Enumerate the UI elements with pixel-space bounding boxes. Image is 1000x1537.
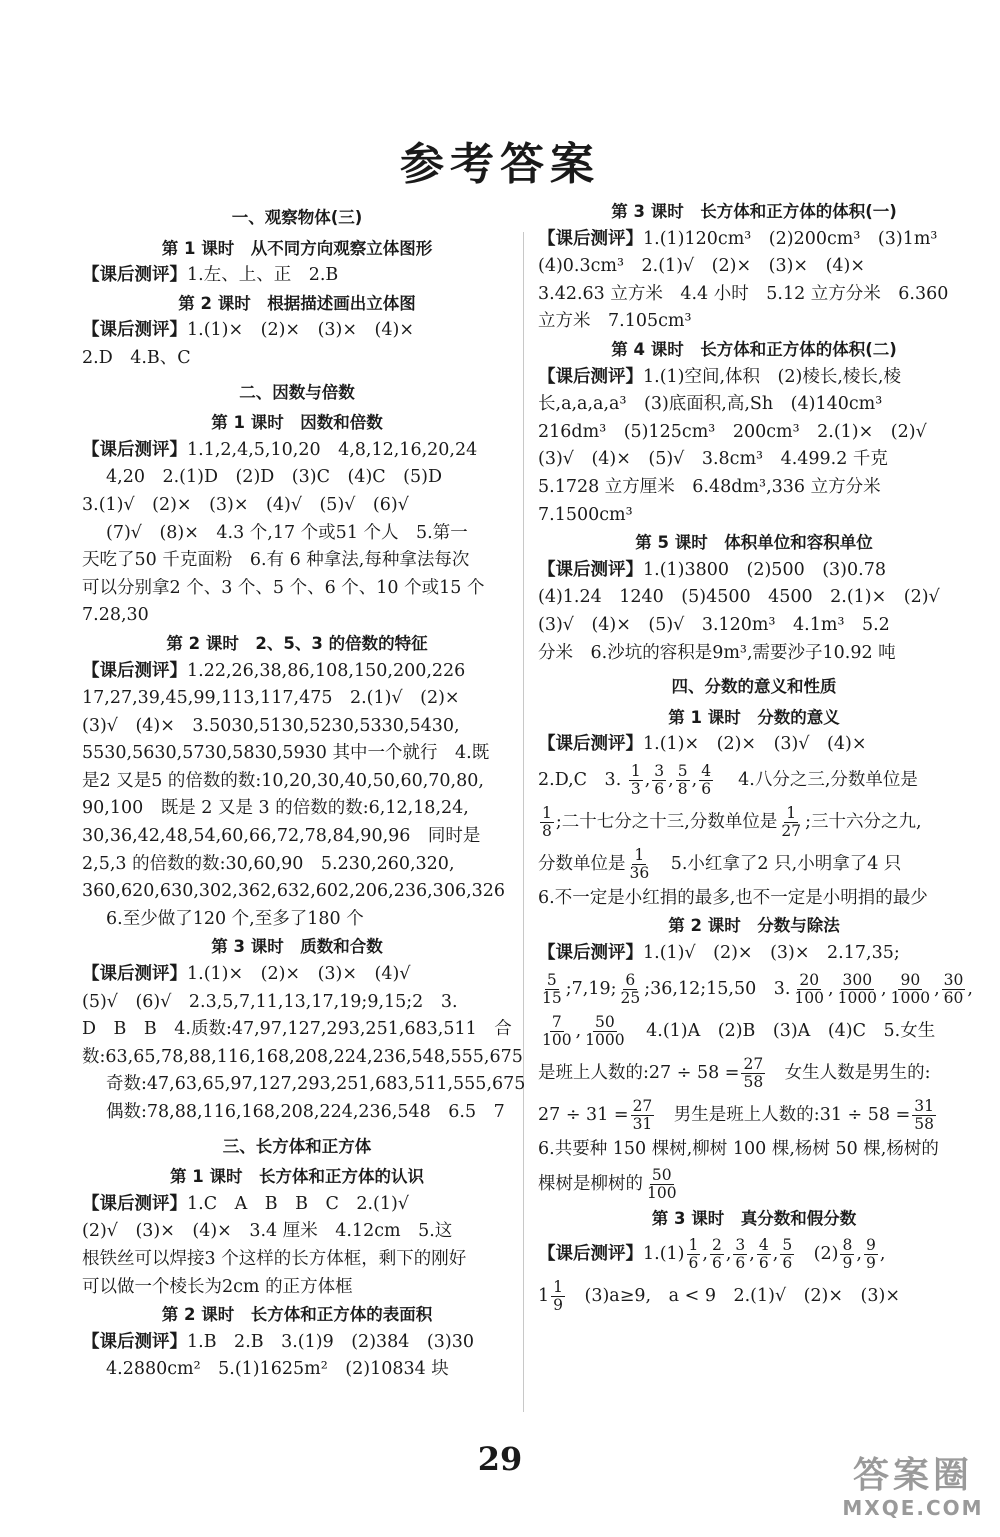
- answer-text: 1.(1): [643, 1243, 685, 1264]
- section-heading: 二、因数与倍数: [239, 382, 355, 402]
- denominator: 25: [620, 988, 641, 1007]
- numerator: 1: [786, 803, 797, 822]
- answer-text: 1.(1)3800 (2)500 (3)0.78: [643, 559, 886, 580]
- answer-line: (3)√ (4)× (5)√ 3.8cm³ 4.499.2 千克: [538, 449, 888, 470]
- answer-line: 6.共要种 150 棵树,柳树 100 棵,杨树 50 棵,杨树的: [538, 1138, 939, 1159]
- answer-text: 5.小红拿了2 只,小明拿了4 只: [653, 853, 902, 874]
- answer-line: [538, 843, 970, 885]
- numerator: 1: [688, 1235, 699, 1254]
- answer-line: 可以分别拿2 个、3 个、5 个、6 个、10 个或15 个: [82, 577, 485, 598]
- denominator: 36: [629, 863, 650, 882]
- review-tag: 【课后测评】: [82, 265, 187, 286]
- review-tag: 【课后测评】: [82, 964, 187, 985]
- denominator: 1000: [890, 988, 931, 1007]
- answer-line: 3.42.63 立方米 4.4 小时 5.12 立方分米 6.360: [538, 283, 949, 304]
- answer-line: 2.D,C 3. $\frac{1}{3}$ , $\frac{3}{6}$ , $\frac{5}{8}$ , $\frac{4}{6}$ 4.八分之三,分数单位是: [538, 761, 918, 798]
- lesson-heading: 第 2 课时 根据描述画出立体图: [178, 293, 416, 313]
- numerator: 1: [630, 761, 641, 780]
- answer-line: (4)0.3cm³ 2.(1)√ (2)× (3)× (4)×: [538, 256, 866, 277]
- review-tag: 【课后测评】: [538, 559, 643, 580]
- numerator: 5: [546, 970, 557, 989]
- fraction: [551, 1279, 565, 1314]
- review-tag: 【课后测评】: [538, 943, 643, 964]
- answer-text: ;36,12;15,50 3.: [644, 978, 791, 999]
- answer-text: 女生人数是男生的:: [767, 1062, 931, 1083]
- denominator: 15: [542, 988, 562, 1007]
- answer-line: 6.至少做了120 个,至多了180 个: [106, 908, 364, 929]
- review-tag: 【课后测评】: [82, 660, 187, 681]
- answer-text: (2): [796, 1243, 839, 1264]
- answer-text: 1.(1)120cm³ (2)200cm³ (3)1m³: [643, 228, 938, 249]
- fraction: [652, 763, 666, 798]
- denominator: 6: [711, 1253, 722, 1272]
- answer-line: 17,27,39,45,99,113,117,475 2.(1)√ (2)×: [82, 688, 460, 709]
- fraction: [779, 805, 803, 840]
- lesson-heading: 第 1 课时 从不同方向观察立体图形: [161, 238, 433, 258]
- denominator: 6: [654, 779, 665, 798]
- lesson-heading: 第 1 课时 因数和倍数: [211, 413, 383, 433]
- fraction: [912, 1098, 936, 1133]
- answer-line: 7.1500cm³: [538, 504, 633, 525]
- answer-text: 是班上人数的:27 ÷ 58 =: [538, 1062, 740, 1083]
- numerator: 50: [595, 1012, 615, 1031]
- answer-line: (4)1.24 1240 (5)4500 4500 2.(1)× (2)√: [538, 587, 940, 608]
- answer-line: (3)√ (4)× (5)√ 3.120m³ 4.1m³ 5.2: [538, 614, 890, 635]
- section-heading: 一、观察物体(三): [231, 208, 363, 227]
- answer-text: 2.D,C 3.: [538, 769, 622, 790]
- lesson-heading: 第 3 课时 真分数和假分数: [651, 1209, 857, 1229]
- answer-line: 5.1728 立方厘米 6.48dm³,336 立方分米: [538, 476, 881, 497]
- fraction: [792, 972, 826, 1007]
- answer-text: 27 ÷ 31 =: [538, 1104, 629, 1125]
- answer-line: $\frac{5}{15}$ ;7,19; $\frac{6}{25}$ ;36,12;15,50 3. $\frac{20}{100}$ , $\frac{300}{1000}$ , $\frac{90}{1000}$ , $\frac{30}{60}$ ,: [542, 970, 973, 1007]
- review-tag: 【课后测评】: [82, 1193, 187, 1214]
- answer-line: $\frac{7}{100}$ , $\frac{50}{1000}$ 4.(1)A (2)B (3)A (4)C 5.女生: [542, 1012, 936, 1049]
- answer-text: 1.B 2.B 3.(1)9 (2)384 (3)30: [187, 1331, 474, 1352]
- answer-text: 1.(1)× (2)× (3)√ (4)×: [643, 734, 867, 755]
- answer-text: ;7,19;: [565, 978, 617, 999]
- numerator: 8: [842, 1235, 853, 1254]
- numerator: 7: [551, 1012, 562, 1031]
- answer-line: [538, 1163, 970, 1205]
- lesson-heading: 第 2 课时 分数与除法: [668, 916, 840, 936]
- answer-line: 根铁丝可以焊接3 个这样的长方体框，剩下的刚好: [82, 1248, 467, 1269]
- denominator: 6: [735, 1253, 746, 1272]
- numerator: 30: [943, 970, 964, 989]
- denominator: 3: [630, 779, 641, 798]
- column-divider: [523, 232, 524, 1412]
- answer-line: 7.28,30: [82, 605, 149, 626]
- numerator: 3: [735, 1235, 746, 1254]
- denominator: 58: [743, 1072, 764, 1091]
- answer-text: 1.1,2,4,5,10,20 4,8,12,16,20,24: [187, 439, 478, 460]
- fraction: [757, 1237, 771, 1272]
- denominator: 6: [758, 1253, 769, 1272]
- answer-line: 长,a,a,a,a³ (3)底面积,高,Sh (4)140cm³: [538, 394, 883, 415]
- numerator: 6: [625, 970, 636, 989]
- numerator: 1: [542, 803, 552, 822]
- fraction: [676, 763, 690, 798]
- fraction: [889, 972, 932, 1007]
- answer-line: [82, 317, 512, 345]
- fraction: [540, 1014, 574, 1049]
- answer-line: [538, 940, 970, 968]
- review-tag: 【课后测评】: [538, 734, 643, 755]
- page-title: 参考答案: [400, 139, 600, 190]
- denominator: 9: [553, 1295, 564, 1314]
- page-number: 29: [477, 1440, 523, 1478]
- denominator: 27: [781, 821, 802, 840]
- watermark-logo: [838, 1455, 988, 1525]
- denominator: 8: [677, 779, 688, 798]
- answer-line: [82, 437, 512, 465]
- denominator: 100: [542, 1030, 572, 1049]
- answer-line: [538, 1094, 970, 1136]
- lesson-heading: 第 2 课时 长方体和正方体的表面积: [161, 1305, 433, 1325]
- answer-text: 1.(1)× (2)× (3)× (4)×: [187, 320, 415, 341]
- lesson-heading: 第 5 课时 体积单位和容积单位: [635, 533, 873, 553]
- numerator: 4: [758, 1235, 769, 1254]
- numerator: 2: [711, 1235, 722, 1254]
- answer-text: 棵树是柳树的: [538, 1174, 643, 1195]
- answer-line: [538, 557, 970, 585]
- numerator: 50: [651, 1166, 672, 1185]
- section-heading: 四、分数的意义和性质: [671, 677, 837, 697]
- numerator: 27: [632, 1096, 653, 1115]
- answer-line: 立方米 7.105cm³: [538, 311, 692, 332]
- lesson-heading: 第 3 课时 质数和合数: [211, 937, 383, 957]
- answer-line: 【课后测评】1.(1) $\frac{1}{6}$ , $\frac{2}{6}$ , $\frac{3}{6}$ , $\frac{4}{6}$ , $\frac{5}{6}$ (2) $\frac{8}{9}$ , $\frac{9}{9}$ ,: [538, 1235, 886, 1272]
- denominator: 100: [794, 988, 825, 1007]
- answer-line: [538, 1275, 970, 1317]
- answer-text: 分数单位是: [538, 853, 626, 874]
- numerator: 5: [782, 1235, 793, 1254]
- answer-line: 3.(1)√ (2)× (3)× (4)√ (5)√ (6)√: [82, 494, 409, 515]
- denominator: 100: [647, 1184, 677, 1203]
- answer-line: 5530,5630,5730,5830,5930 其中一个就行 4.既: [82, 743, 490, 764]
- fraction: [840, 1237, 854, 1272]
- lesson-heading: 第 2 课时 2、5、3 的倍数的特征: [166, 633, 428, 653]
- answer-line: 6.不一定是小红捐的最多,也不一定是小明捐的最少: [538, 887, 928, 908]
- answer-line: 分米 6.沙坑的容积是9m³,需要沙子10.92 吨: [538, 642, 896, 663]
- answer-line: D B B 4.质数:47,97,127,293,251,683,511 合: [82, 1019, 512, 1040]
- fraction: [741, 1056, 765, 1091]
- answer-line: [82, 658, 512, 686]
- answer-line: 是2 又是5 的倍数的数:10,20,30,40,50,60,70,80,: [82, 770, 484, 791]
- answer-line: [538, 801, 970, 843]
- denominator: 58: [914, 1114, 934, 1133]
- numerator: 9: [865, 1235, 876, 1254]
- answer-line: [82, 262, 512, 290]
- answer-line: [538, 226, 970, 254]
- answer-line: (7)√ (8)× 4.3 个,17 个或51 个人 5.第一: [106, 522, 468, 543]
- numerator: 1: [553, 1277, 564, 1296]
- denominator: 6: [782, 1253, 793, 1272]
- answer-line: 数:63,65,78,88,116,168,208,224,236,548,555,675: [82, 1046, 523, 1067]
- section-heading: 三、长方体和正方体: [222, 1136, 372, 1156]
- numerator: 27: [743, 1054, 764, 1073]
- fraction: [629, 763, 643, 798]
- left-column: [82, 198, 526, 1384]
- fraction: [942, 972, 966, 1007]
- fraction: [687, 1237, 701, 1272]
- fraction: [631, 1098, 655, 1133]
- fraction: [628, 847, 652, 882]
- watermark-sub: MXQE.COM: [842, 1496, 984, 1520]
- answer-line: 360,620,630,302,362,632,602,206,236,306,326: [82, 881, 506, 902]
- answer-line: [538, 364, 970, 392]
- denominator: 9: [842, 1253, 853, 1272]
- review-tag: 【课后测评】: [82, 439, 187, 460]
- fraction: [864, 1237, 878, 1272]
- answer-line: 2.D 4.B、C: [82, 347, 191, 368]
- answer-text: 1.左、上、正 2.B: [187, 265, 339, 286]
- answer-text: 1.(1)√ (2)× (3)× 2.17,35;: [643, 943, 900, 964]
- lesson-heading: 第 3 课时 长方体和正方体的体积(一): [611, 202, 897, 221]
- numerator: 31: [914, 1096, 934, 1115]
- answer-line: (3)√ (4)× 3.5030,5130,5230,5330,5430,: [82, 715, 460, 736]
- answer-text: 4.(1)A (2)B (3)A (4)C 5.女生: [628, 1020, 936, 1041]
- review-tag: 【课后测评】: [538, 366, 643, 387]
- answer-line: 天吃了50 千克面粉 6.有 6 种拿法,每种拿法每次: [82, 550, 470, 571]
- fraction: [699, 763, 713, 798]
- answer-line: (5)√ (6)√ 2.3,5,7,11,13,17,19;9,15;2 3.: [82, 991, 458, 1012]
- fraction: [540, 972, 564, 1007]
- fraction: [836, 972, 879, 1007]
- answer-line: [82, 1191, 512, 1219]
- fraction: [540, 805, 554, 840]
- answer-line: [82, 961, 512, 989]
- answer-line: 奇数:47,63,65,97,127,293,251,683,511,555,675: [106, 1074, 526, 1095]
- denominator: 31: [632, 1114, 653, 1133]
- right-column: [538, 198, 973, 1317]
- fraction: [583, 1014, 626, 1049]
- answer-text: ;三十六分之九,: [805, 811, 922, 832]
- review-tag: 【课后测评】: [82, 1331, 187, 1352]
- answer-line: 4.2880cm² 5.(1)1625m² (2)10834 块: [106, 1359, 449, 1380]
- fraction: [619, 972, 643, 1007]
- denominator: 8: [542, 821, 552, 840]
- answer-text: 1.(1)空间,体积 (2)棱长,棱长,棱: [643, 366, 901, 387]
- answer-line: [82, 1329, 512, 1357]
- numerator: 5: [677, 761, 688, 780]
- answer-line: [538, 1052, 970, 1094]
- denominator: 1000: [585, 1030, 625, 1049]
- fraction: [780, 1237, 794, 1272]
- answer-text: 4.八分之三,分数单位是: [720, 769, 918, 790]
- mixed-number-whole: 1: [538, 1285, 550, 1306]
- numerator: 300: [842, 970, 873, 989]
- answer-text: ;二十七分之十三,分数单位是: [555, 811, 778, 832]
- answer-text: 男生是班上人数的:31 ÷ 58 =: [656, 1104, 911, 1125]
- denominator: 6: [688, 1253, 699, 1272]
- answer-line: 30,36,42,48,54,60,66,72,78,84,90,96 同时是: [82, 826, 481, 847]
- answer-text: 1.22,26,38,86,108,150,200,226: [187, 660, 466, 681]
- denominator: 60: [943, 988, 964, 1007]
- fraction: [733, 1237, 747, 1272]
- fraction: [710, 1237, 724, 1272]
- review-tag: 【课后测评】: [538, 228, 643, 249]
- answer-text: (3)a≥9, a < 9 2.(1)√ (2)× (3)×: [567, 1285, 900, 1306]
- watermark-main: 答案圈: [852, 1455, 973, 1496]
- numerator: 4: [701, 761, 712, 780]
- denominator: 6: [701, 779, 712, 798]
- fraction: [645, 1167, 679, 1202]
- answer-line: 4,20 2.(1)D (2)D (3)C (4)C (5)D: [106, 467, 442, 488]
- answer-line: 2,5,3 的倍数的数:30,60,90 5.230,260,320,: [82, 853, 455, 874]
- answer-line: 90,100 既是 2 又是 3 的倍数的数:6,12,18,24,: [82, 798, 469, 819]
- answer-line: 偶数:78,88,116,168,208,224,236,548 6.5 7: [106, 1102, 505, 1122]
- answer-text: 1.C A B B C 2.(1)√: [187, 1193, 409, 1214]
- answer-text: 1.(1)× (2)× (3)× (4)√: [187, 964, 411, 985]
- denominator: 9: [865, 1253, 876, 1272]
- answer-line: (2)√ (3)× (4)× 3.4 厘米 4.12cm 5.这: [82, 1221, 453, 1242]
- denominator: 1000: [837, 988, 878, 1007]
- answer-line: 可以做一个棱长为2cm 的正方体框: [82, 1276, 353, 1297]
- lesson-heading: 第 1 课时 分数的意义: [668, 707, 840, 727]
- review-tag: 【课后测评】: [82, 320, 187, 341]
- answer-line: [538, 731, 970, 759]
- numerator: 90: [900, 970, 921, 989]
- numerator: 3: [654, 761, 665, 780]
- numerator: 20: [799, 970, 820, 989]
- lesson-heading: 第 1 课时 长方体和正方体的认识: [170, 1167, 424, 1187]
- answer-line: 216dm³ (5)125cm³ 200cm³ 2.(1)× (2)√: [538, 421, 927, 442]
- review-tag: 【课后测评】: [538, 1243, 643, 1264]
- numerator: 1: [634, 845, 645, 864]
- lesson-heading: 第 4 课时 长方体和正方体的体积(二): [611, 339, 897, 359]
